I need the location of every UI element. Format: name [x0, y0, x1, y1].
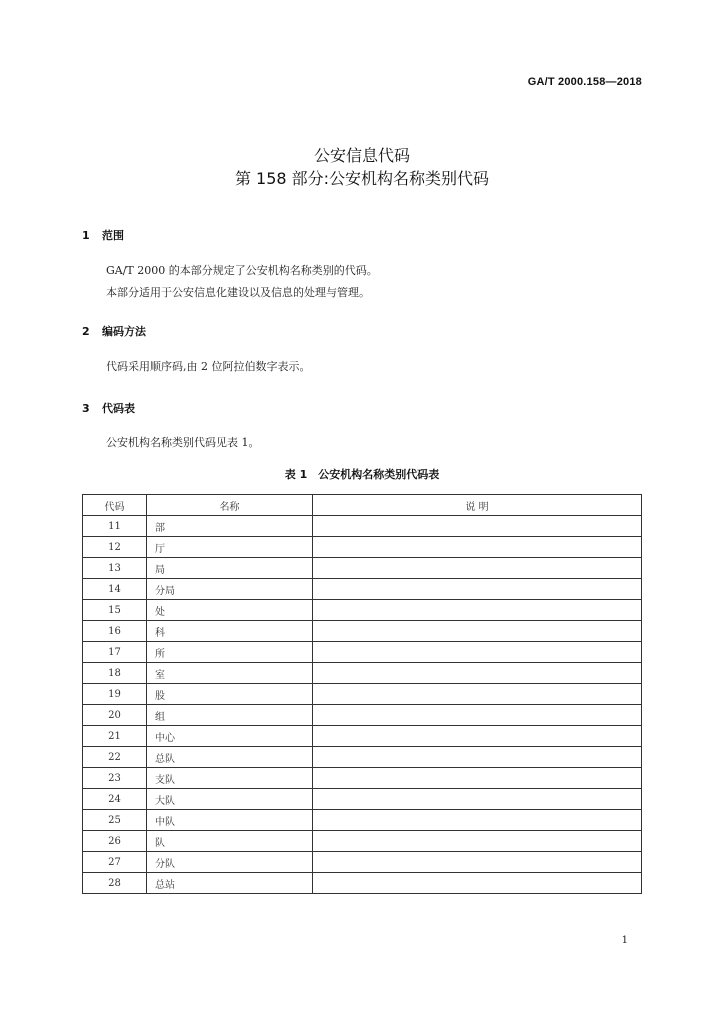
section-number: 3 [82, 402, 90, 415]
code-table-paragraph [106, 432, 260, 454]
name-cell: 队 [147, 831, 313, 852]
code-cell: 26 [83, 831, 147, 852]
page-number: 1 [621, 935, 628, 946]
section-heading-coding-method [82, 323, 146, 339]
note-cell [313, 852, 642, 873]
paragraph-line: GA/T 2000 的本部分规定了公安机构名称类别的代码。 [106, 264, 378, 277]
name-cell: 中队 [147, 810, 313, 831]
paragraph-line: 本部分适用于公安信息化建设以及信息的处理与管理。 [106, 286, 370, 299]
column-header-note: 说 明 [313, 495, 642, 516]
note-cell [313, 747, 642, 768]
code-cell: 21 [83, 726, 147, 747]
code-cell: 23 [83, 768, 147, 789]
section-heading-code-table [82, 400, 135, 416]
name-cell: 室 [147, 663, 313, 684]
code-cell: 16 [83, 621, 147, 642]
table-row [83, 705, 642, 726]
code-cell: 12 [83, 537, 147, 558]
table-row [83, 579, 642, 600]
scope-paragraph [106, 260, 378, 304]
table-row [83, 663, 642, 684]
name-cell: 总站 [147, 873, 313, 894]
note-cell [313, 789, 642, 810]
note-cell [313, 558, 642, 579]
code-cell: 20 [83, 705, 147, 726]
section-title: 代码表 [102, 402, 135, 415]
note-cell [313, 831, 642, 852]
code-cell: 19 [83, 684, 147, 705]
note-cell [313, 516, 642, 537]
name-cell: 所 [147, 642, 313, 663]
note-cell [313, 705, 642, 726]
table-row [83, 621, 642, 642]
name-cell: 组 [147, 705, 313, 726]
name-cell: 局 [147, 558, 313, 579]
table-row [83, 600, 642, 621]
code-cell: 17 [83, 642, 147, 663]
code-cell: 25 [83, 810, 147, 831]
name-cell: 处 [147, 600, 313, 621]
table-row [83, 831, 642, 852]
coding-method-paragraph [106, 356, 311, 378]
code-cell: 15 [83, 600, 147, 621]
code-cell: 24 [83, 789, 147, 810]
note-cell [313, 663, 642, 684]
table-row [83, 684, 642, 705]
note-cell [313, 537, 642, 558]
name-cell: 分局 [147, 579, 313, 600]
name-cell: 部 [147, 516, 313, 537]
code-table [82, 494, 642, 894]
document-subtitle: 第 158 部分:公安机构名称类别代码 [234, 169, 490, 188]
table-row [83, 768, 642, 789]
code-cell: 13 [83, 558, 147, 579]
table-row [83, 747, 642, 768]
section-title: 范围 [102, 229, 124, 242]
standard-number: GA/T 2000.158—2018 [527, 76, 642, 88]
code-cell: 18 [83, 663, 147, 684]
name-cell: 总队 [147, 747, 313, 768]
name-cell: 股 [147, 684, 313, 705]
code-cell: 27 [83, 852, 147, 873]
note-cell [313, 726, 642, 747]
note-cell [313, 810, 642, 831]
column-header-name: 名称 [147, 495, 313, 516]
code-cell: 28 [83, 873, 147, 894]
section-title: 编码方法 [102, 325, 146, 338]
name-cell: 科 [147, 621, 313, 642]
note-cell [313, 873, 642, 894]
table-row [83, 516, 642, 537]
code-cell: 11 [83, 516, 147, 537]
name-cell: 大队 [147, 789, 313, 810]
note-cell [313, 642, 642, 663]
name-cell: 支队 [147, 768, 313, 789]
table-row [83, 726, 642, 747]
note-cell [313, 600, 642, 621]
note-cell [313, 768, 642, 789]
column-header-code: 代码 [83, 495, 147, 516]
paragraph-line: 代码采用顺序码,由 2 位阿拉伯数字表示。 [106, 360, 311, 373]
code-cell: 22 [83, 747, 147, 768]
table-row [83, 558, 642, 579]
table-header-row [83, 495, 642, 516]
name-cell: 厅 [147, 537, 313, 558]
section-heading-scope [82, 227, 124, 243]
section-number: 2 [82, 325, 90, 338]
name-cell: 分队 [147, 852, 313, 873]
name-cell: 中心 [147, 726, 313, 747]
table-row [83, 873, 642, 894]
code-cell: 14 [83, 579, 147, 600]
section-number: 1 [82, 229, 90, 242]
note-cell [313, 684, 642, 705]
table-row [83, 789, 642, 810]
table-caption: 表 1 公安机构名称类别代码表 [284, 468, 440, 481]
note-cell [313, 579, 642, 600]
table-row [83, 642, 642, 663]
table-row [83, 852, 642, 873]
table-row [83, 537, 642, 558]
table-row [83, 810, 642, 831]
document-title: 公安信息代码 [313, 146, 410, 165]
note-cell [313, 621, 642, 642]
paragraph-line: 公安机构名称类别代码见表 1。 [106, 436, 260, 449]
